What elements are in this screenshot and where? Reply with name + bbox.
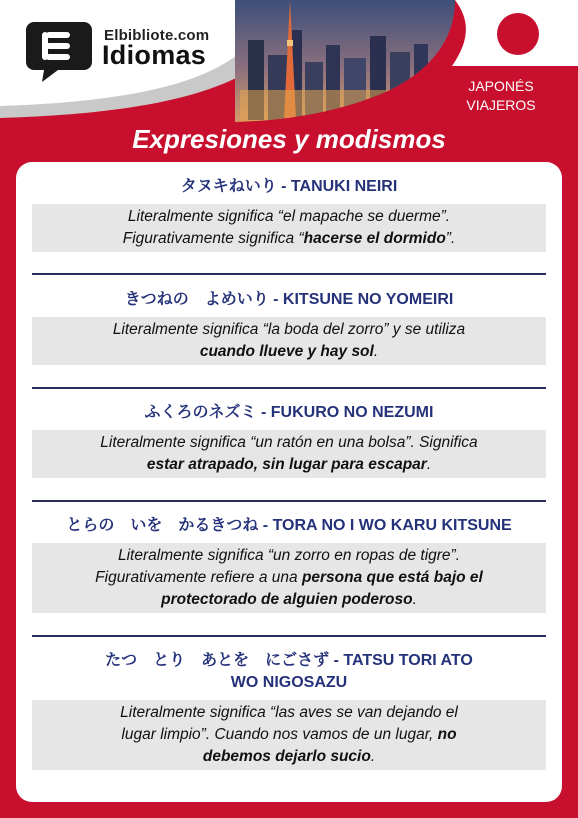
- expression-heading: とらの いを かるきつね - TORA NO I WO KARU KITSUNE: [66, 517, 512, 534]
- meaning-emphasis: debemos dejarlo sucio: [202, 748, 371, 765]
- expression-heading: きつねの よめいり - KITSUNE NO YOMEIRI: [124, 291, 454, 308]
- meaning-emphasis: no: [437, 726, 457, 743]
- page-header: [0, 0, 578, 122]
- meaning-text: ”.: [445, 230, 456, 247]
- meaning-emphasis: cuando llueve y hay sol: [199, 343, 374, 360]
- expression-romaji: WO NIGOSAZU: [230, 674, 348, 691]
- meaning-text: lugar limpio”. Cuando nos vamos de un lugar,: [121, 726, 438, 743]
- meaning-text: .: [370, 748, 376, 765]
- separator: [32, 635, 546, 637]
- expression-meaning: [32, 204, 546, 252]
- language-label: [446, 77, 556, 115]
- expression-entry: [32, 289, 546, 365]
- meaning-text: .: [412, 591, 417, 608]
- language-name: JAPONÉS: [468, 78, 534, 94]
- expression-meaning: [32, 430, 546, 478]
- page-title: Expresiones y modismos: [132, 124, 446, 154]
- meaning-text: Literalmente significa “un zorro en ropas de tigre”.: [117, 547, 461, 564]
- meaning-text: .: [426, 456, 432, 473]
- brand-name: Elbibliote.com: [104, 27, 210, 44]
- separator: [32, 273, 546, 275]
- meaning-text: Figurativamente significa “: [122, 230, 304, 247]
- expression-japanese: とらの いを かるきつね: [66, 517, 259, 534]
- separator: [32, 500, 546, 502]
- meaning-emphasis: persona que está bajo el: [301, 569, 483, 586]
- expression-entry: [32, 176, 546, 252]
- meaning-emphasis: protectorado de alguien poderoso: [161, 591, 413, 608]
- meaning-text: Literalmente significa “las aves se van dejando el: [120, 704, 458, 721]
- expression-heading: たつ とり あとを にごさず - TATSU TORI ATO WO NIGOSAZU: [105, 652, 473, 691]
- expression-entry: [32, 650, 546, 770]
- expression-meaning: [32, 543, 546, 613]
- expression-entry: [32, 515, 546, 613]
- chat-bubble-logo-icon: [24, 18, 94, 84]
- expression-entry: [32, 402, 546, 478]
- meaning-emphasis: hacerse el dormido: [303, 230, 446, 247]
- expression-romaji: KITSUNE NO YOMEIRI: [282, 291, 454, 308]
- expression-japanese: ふくろのネズミ: [144, 404, 257, 421]
- meaning-emphasis: estar atrapado, sin lugar para escapar: [146, 456, 427, 473]
- expression-romaji: TORA NO I WO KARU KITSUNE: [272, 517, 512, 534]
- japan-flag-icon: [497, 13, 539, 55]
- meaning-text: Literalmente significa “la boda del zorro” y se utiliza: [112, 321, 466, 338]
- expression-japanese: きつねの よめいり: [124, 291, 269, 308]
- expression-meaning: [32, 317, 546, 365]
- content-card: [16, 162, 562, 802]
- expression-heading: タヌキねいり - TANUKI NEIRI: [180, 178, 398, 195]
- meaning-text: .: [373, 343, 379, 360]
- product-name: Idiomas: [102, 40, 207, 70]
- expression-romaji: FUKURO NO NEZUMI: [270, 404, 434, 421]
- expression-japanese: タヌキねいり: [180, 178, 277, 195]
- meaning-text: Literalmente significa “el mapache se duerme”.: [127, 208, 451, 225]
- expression-heading: ふくろのネズミ - FUKURO NO NEZUMI: [144, 404, 434, 421]
- expression-romaji: TANUKI NEIRI: [290, 178, 398, 195]
- separator: [32, 387, 546, 389]
- meaning-text: Figurativamente refiere a una: [95, 569, 302, 586]
- meaning-text: Literalmente significa “un ratón en una bolsa”. Significa: [100, 434, 478, 451]
- audience-name: VIAJEROS: [466, 97, 536, 113]
- expression-japanese: たつ とり あとを にごさず: [105, 652, 330, 669]
- expression-meaning: [32, 700, 546, 770]
- expression-romaji: TATSU TORI ATO: [343, 652, 473, 669]
